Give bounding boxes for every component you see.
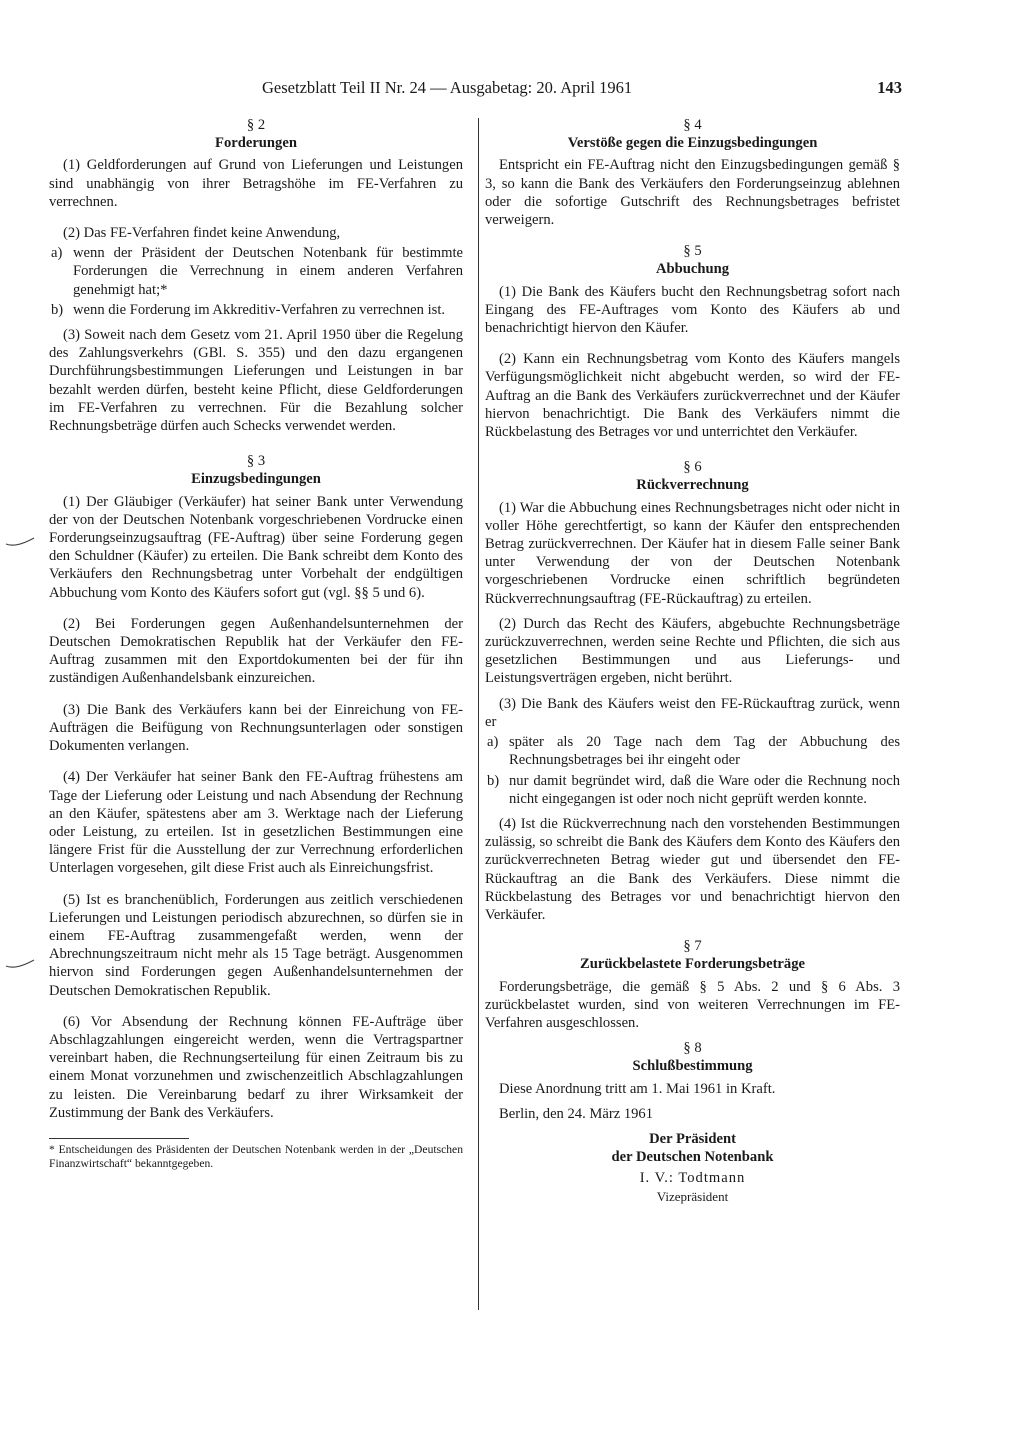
paragraph: (2) Bei Forderungen gegen Außenhandelsunternehmen der Deutschen Demokratischen Republik hat der Verkäufer den FE-Auftrag zusammen mit den Exportdokumenten bei der für ihn zuständigen Außenhandelsbank einzureichen. — [49, 615, 463, 687]
section-title: Abbuchung — [655, 261, 729, 278]
paragraph: (1) Die Bank des Käufers bucht den Rechnungsbetrag sofort nach Eingang des FE-Auftrages vom Konto des Käufers ab und benachrichtigt hiervon den Käufer. — [485, 283, 900, 337]
paragraph: Entspricht ein FE-Auftrag nicht den Einzugsbedingungen gemäß § 3, so kann die Bank des Verkäufers den Forderungseinzug ablehnen oder die sofortige Gutschrift des Rechnungsbetrages befristet verweigern. — [485, 157, 900, 229]
section-title: Verstöße gegen die Einzugsbedingungen — [567, 135, 818, 152]
section-number: § 5 — [683, 243, 702, 260]
section-number: § 8 — [683, 1040, 702, 1057]
list-text: wenn der Präsident der Deutschen Notenbank für bestimmte Forderungen die Verrechnung in einem anderen Verfahren genehmigt hat;* — [73, 245, 463, 298]
section-title: Schlußbestimmung — [632, 1058, 753, 1075]
paragraph: (4) Der Verkäufer hat seiner Bank den FE-Auftrag frühestens am Tage der Lieferung oder Leistung und nach Absendung der Rechnung an den Käufer, spätestens aber am 3. Werktage nach der Lieferung oder Leistung, zu erteilen. Ist in gesetzlichen Bestimmungen eine längere Frist für die Ausstellung der zur Verrechnung erforderlichen Unterlagen vorgesehen, gilt diese Frist auch als Einreichungsfrist. — [49, 769, 463, 877]
signer-name: I. V.: Todtmann — [639, 1170, 746, 1187]
section-4 — [485, 116, 900, 229]
paragraph: (3) Die Bank des Käufers weist den FE-Rückauftrag zurück, wenn er — [485, 695, 900, 730]
paragraph: (2) Das FE-Verfahren findet keine Anwendung, — [63, 225, 341, 242]
right-column — [485, 116, 900, 1206]
paragraph: (2) Durch das Recht des Käufers, abgebuchte Rechnungsbeträge zurückzuverrechnen, werden seine Rechte und Pflichten, die sich aus gesetzlichen Bestimmungen und aus Lieferungs- und Leistungsverträgen ergeben, nicht berührt. — [485, 615, 900, 687]
section-title: Rückverrechnung — [636, 477, 749, 494]
left-column — [49, 116, 463, 1178]
list-item — [49, 244, 463, 299]
list-label: b) — [51, 301, 64, 318]
paragraph: (6) Vor Absendung der Rechnung können FE-Aufträge über Abschlagzahlungen eingereicht werden, wenn die Vertragspartner vereinbart haben, die Rechnungserteilung für einen Zeitraum bis zu einem Monat vorzunehmen und zwischenzeitlich Abschlagzahlungen zu leisten. Die Vereinbarung bedarf zu ihrer Wirksamkeit der Zustimmung der Bank des Verkäufers. — [49, 1013, 463, 1121]
section-title: Einzugsbedingungen — [191, 471, 321, 488]
paragraph: (5) Ist es branchenüblich, Forderungen aus zeitlich verschiedenen Lieferungen und Leistungen periodisch abzurechnen, so dürfen sie in einem FE-Auftrag zusammengefaßt werden, wenn der Abrechnungszeitraum nicht mehr als 15 Tage beträgt. Ausgenommen hiervon sind Forderungen gegen Außenhandelsunternehmen der Deutschen Demokratischen Republik. — [49, 891, 463, 999]
paragraph: Forderungsbeträge, die gemäß § 5 Abs. 2 und § 6 Abs. 3 zurückbelastet wurden, sind von weiteren Verrechnungen im FE-Verfahren ausgeschlossen. — [485, 978, 900, 1031]
section-number: § 4 — [683, 117, 702, 133]
section-3 — [49, 452, 463, 1122]
section-number: § 6 — [683, 459, 702, 476]
signer-role: Vizepräsident — [656, 1188, 729, 1204]
page-header — [262, 76, 902, 100]
list-label: b) — [487, 772, 500, 789]
section-2 — [49, 116, 463, 435]
signature-authority: Der Präsident — [649, 1130, 736, 1147]
section-number: § 3 — [246, 453, 266, 470]
paragraph: (1) Der Gläubiger (Verkäufer) hat seiner Bank unter Verwendung der von der Deutschen Notenbank vorgeschriebenen Vordrucke einen Forderungseinzugsauftrag (FE-Auftrag) über seine Forderung gegen den Schuldner (Käufer) zu erteilen. Die Bank schreibt dem Konto des Verkäufers den Rechnungsbetrag unter Vorbehalt der endgültigen Abbuchung vom Konto des Käufers sofort gut (vgl. §§ 5 und 6). — [49, 493, 463, 601]
signature-block — [485, 1130, 900, 1206]
footnote: * Entscheidungen des Präsidenten der Deutschen Notenbank werden in der „Deutschen Finanzwirtschaft“ bekanntgegeben. — [49, 1142, 463, 1170]
section-6 — [485, 458, 900, 924]
page-number: 143 — [877, 78, 902, 97]
list-text: nur damit begründet wird, daß die Ware oder die Rechnung noch nicht eingegangen ist oder noch nicht geprüft werden konnte. — [509, 772, 900, 807]
section-number: § 2 — [246, 117, 266, 133]
section-number: § 7 — [683, 938, 702, 955]
paragraph: (3) Soweit nach dem Gesetz vom 21. April 1950 über die Regelung des Zahlungsverkehrs (GBl. S. 355) und den dazu ergangenen Durchführungsbestimmungen Lieferungen und Leistungen in bar bezahlt werden dürfen, besteht keine Pflicht, diese Geldforderungen im FE-Verfahren zu verrechnen. Für die Bezahlung solcher Rechnungsbeträge dürfen auch Schecks verwendet werden. — [49, 327, 463, 435]
list-text: später als 20 Tage nach dem Tag der Abbuchung des Rechnungsbetrages bei ihr eingeht oder — [509, 734, 900, 769]
paragraph: (1) Geldforderungen auf Grund von Lieferungen und Leistungen sind unabhängig von ihrer Betragshöhe im FE-Verfahren zu verrechnen. — [49, 157, 463, 210]
paragraph: Diese Anordnung tritt am 1. Mai 1961 in Kraft. — [499, 1080, 776, 1097]
header-title: Gesetzblatt Teil II Nr. 24 — Ausgabetag: 20. April 1961 — [262, 78, 633, 97]
paragraph: (1) War die Abbuchung eines Rechnungsbetrages nicht oder nicht in voller Höhe gerechtfertigt, so kann der Käufer den entsprechenden Betrag zurückverrechnen. Der Käufer hat in diesem Falle seiner Bank unter Verwendung der von der Deutschen Notenbank vorgeschriebenen Vordrucke einen schriftlich begründeten Rückverrechnungsauftrag (FE-Rückauftrag) zu erteilen. — [485, 499, 900, 607]
signature-institution: der Deutschen Notenbank — [611, 1149, 774, 1166]
list-label: a) — [487, 734, 499, 751]
paragraph: (2) Kann ein Rechnungsbetrag vom Konto des Käufers mangels Verfügungsmöglichkeit nicht abgebucht werden, so wird der FE-Auftrag an die Bank des Verkäufers zurückverrechnet und der Käufer hiervon benachrichtigt. Die Bank des Verkäufers nimmt die Rückbelastung des Betrages vor und unterrichtet den Verkäufer. — [485, 351, 900, 441]
margin-pencil-mark — [4, 534, 38, 550]
list-item — [485, 772, 900, 808]
list-label: a) — [51, 245, 63, 262]
margin-pencil-mark — [4, 956, 38, 972]
section-7 — [485, 937, 900, 1032]
list-text: wenn die Forderung im Akkreditiv-Verfahren zu verrechnen ist. — [73, 301, 446, 318]
list-item — [49, 301, 463, 319]
place-date: Berlin, den 24. März 1961 — [499, 1105, 654, 1122]
section-5 — [485, 242, 900, 441]
section-8 — [485, 1039, 900, 1123]
paragraph: (3) Die Bank des Verkäufers kann bei der Einreichung von FE-Aufträgen die Beifügung von Rechnungsunterlagen oder sonstigen Dokumenten verlangen. — [49, 701, 463, 755]
footnote-rule — [49, 1138, 189, 1139]
paragraph: (4) Ist die Rückverrechnung nach den vorstehenden Bestimmungen zulässig, so schreibt die Bank des Käufers dem Konto des Käufers den zurückverrechneten Betrag wieder gut und übersendet den FE-Rückauftrag an die Bank des Verkäufers. Diese nimmt die Rückbelastung des Betrages vor und benachrichtigt hiervon den Verkäufer. — [485, 815, 900, 923]
section-title: Forderungen — [215, 135, 297, 152]
column-divider — [478, 118, 479, 1310]
section-title: Zurückbelastete Forderungsbeträge — [580, 956, 805, 973]
list-item — [485, 733, 900, 769]
